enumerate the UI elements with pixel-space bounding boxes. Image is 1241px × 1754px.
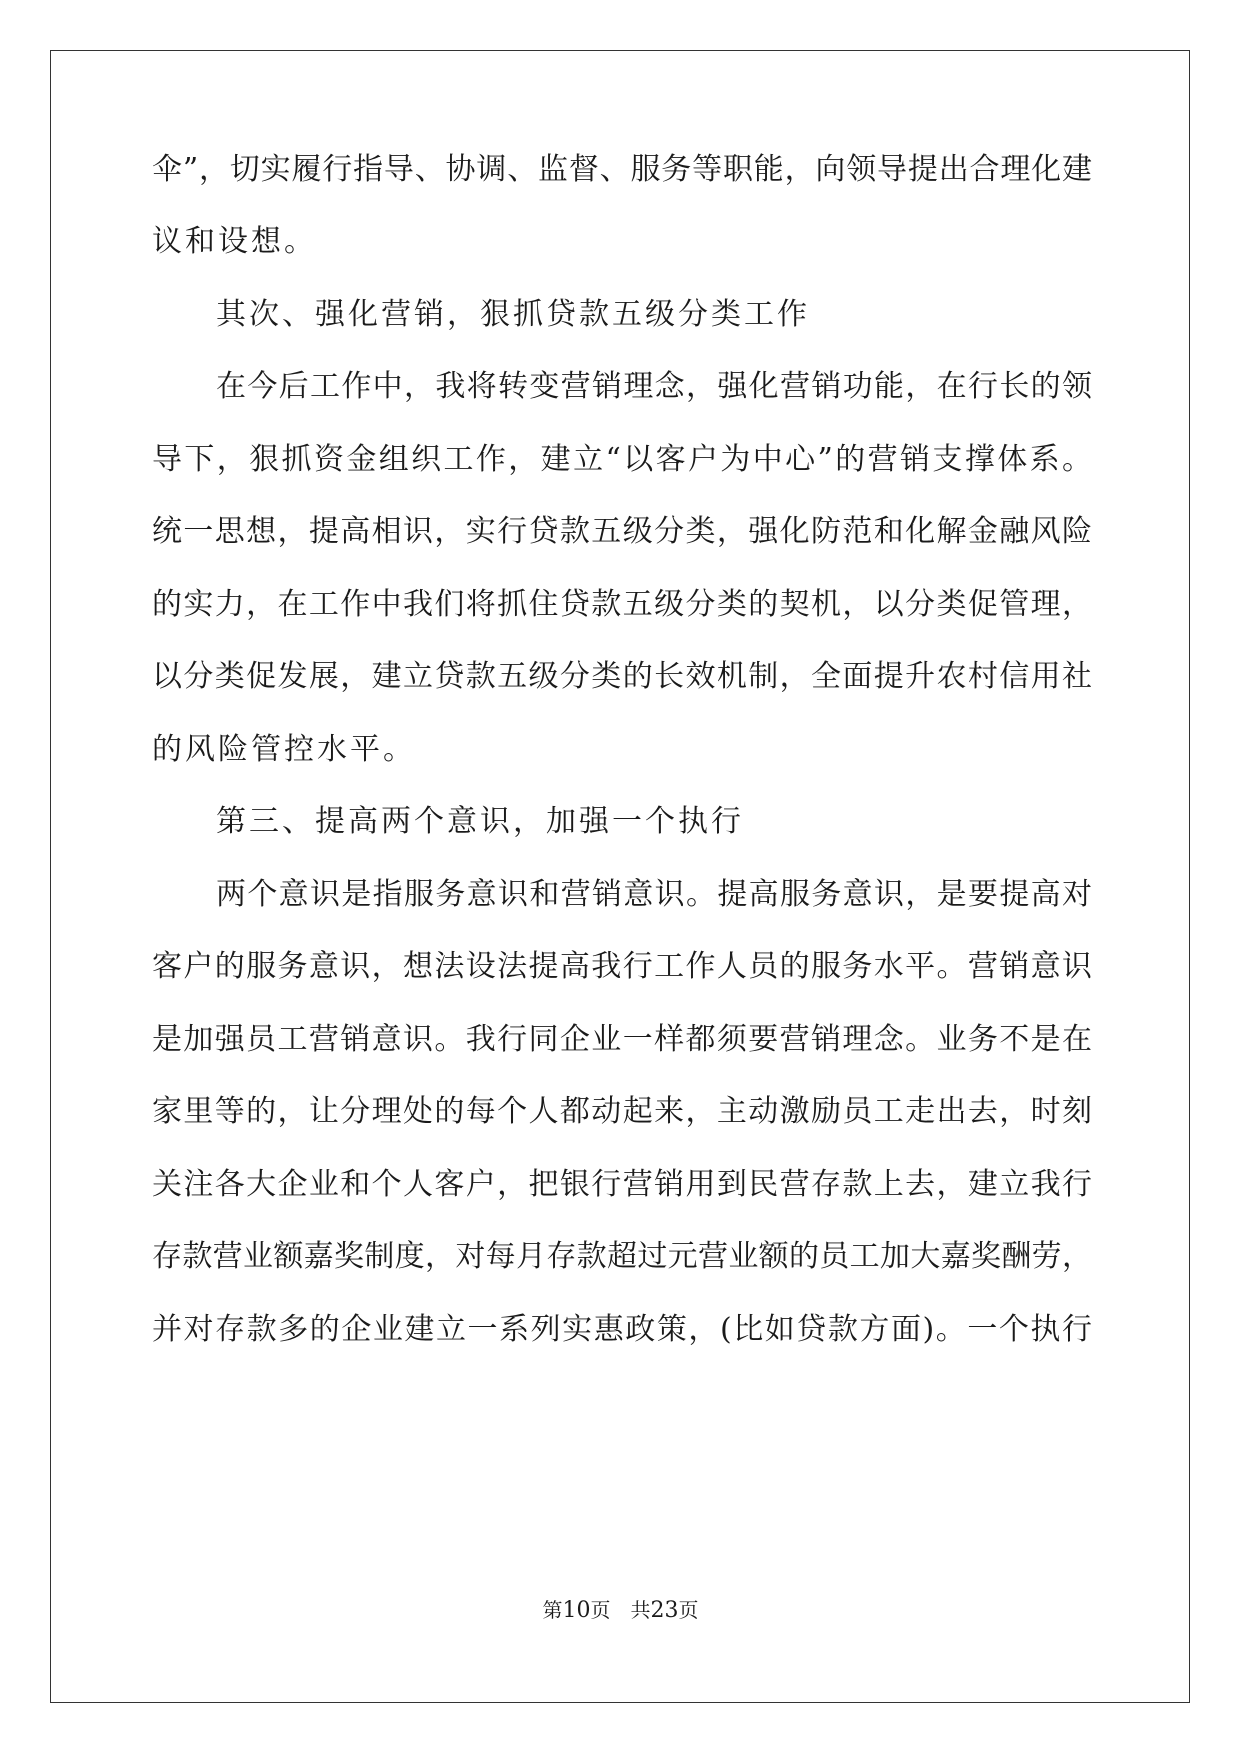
text-line: 统一思想，提高相识，实行贷款五级分类，强化防范和化解金融风险: [152, 514, 1092, 549]
total-page-number: 23: [650, 1598, 679, 1623]
text-line: 的风险管控水平。: [152, 732, 416, 767]
footer-total-prefix: 共: [630, 1598, 651, 1622]
text-line: 伞”，切实履行指导、协调、监督、服务等职能，向领导提出合理化建: [152, 152, 1092, 187]
page-number-footer: [0, 1596, 1241, 1625]
text-line: 客户的服务意识，想法设法提高我行工作人员的服务水平。营销意识: [152, 949, 1092, 984]
text-line: 在今后工作中，我将转变营销理念，强化营销功能，在行长的领: [216, 369, 1092, 404]
text-line: 存款营业额嘉奖制度，对每月存款超过元营业额的员工加大嘉奖酬劳，: [152, 1239, 1092, 1274]
text-line: 并对存款多的企业建立一系列实惠政策，(比如贷款方面)。一个执行: [152, 1312, 1092, 1347]
text-line: 是加强员工营销意识。我行同企业一样都须要营销理念。业务不是在: [152, 1022, 1092, 1057]
footer-prefix: 第: [542, 1598, 563, 1622]
section-heading: 第三、提高两个意识，加强一个执行: [216, 804, 744, 839]
text-line: 的实力，在工作中我们将抓住贷款五级分类的契机，以分类促管理，: [152, 587, 1092, 622]
text-line: 关注各大企业和个人客户，把银行营销用到民营存款上去，建立我行: [152, 1167, 1092, 1202]
footer-suffix: 页: [678, 1598, 699, 1622]
text-line: 导下，狠抓资金组织工作，建立“以客户为中心”的营销支撑体系。: [152, 442, 1092, 477]
text-line: 两个意识是指服务意识和营销意识。提高服务意识，是要提高对: [216, 877, 1092, 912]
text-line: 家里等的，让分理处的每个人都动起来，主动激励员工走出去，时刻: [152, 1094, 1092, 1129]
section-heading: 其次、强化营销，狠抓贷款五级分类工作: [216, 297, 810, 332]
text-line: 议和设想。: [152, 224, 317, 259]
text-line: 以分类促发展，建立贷款五级分类的长效机制，全面提升农村信用社: [152, 659, 1092, 694]
footer-page-unit: 页: [590, 1598, 611, 1622]
current-page-number: 10: [562, 1598, 591, 1623]
